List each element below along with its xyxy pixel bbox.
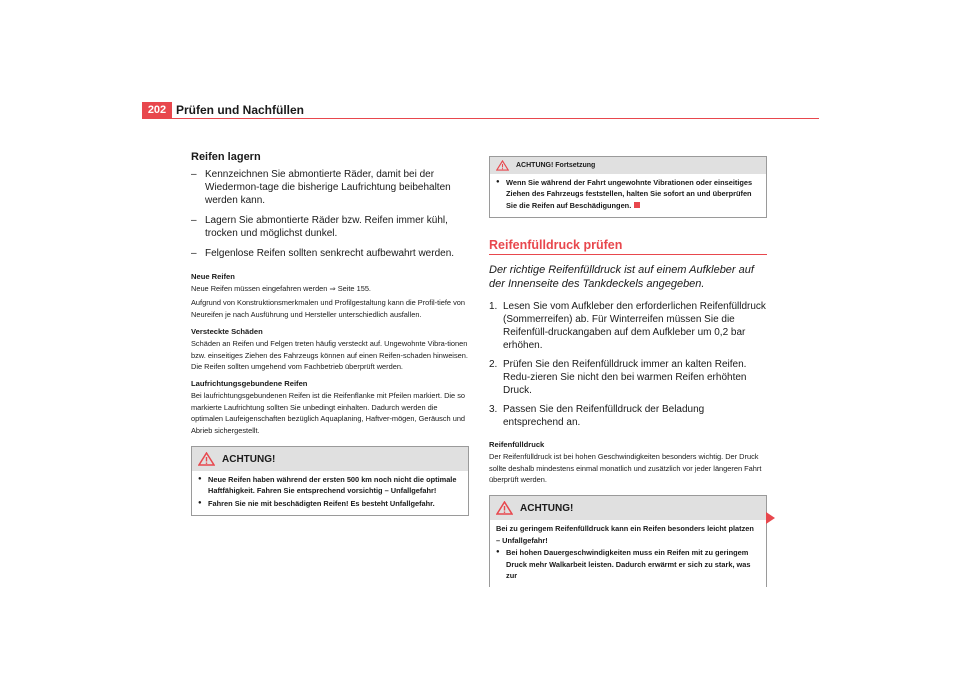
continue-arrow-icon (766, 512, 775, 524)
storage-item: – Felgenlose Reifen sollten senkrecht aufbewahrt werden. (191, 247, 469, 260)
pressure-heading: Reifenfülldruck (489, 440, 545, 450)
step-text: Prüfen Sie den Reifenfülldruck immer an kalten Reifen. Redu-zieren Sie nicht den bei warmen Reifen erhöhten Druck. (503, 359, 747, 397)
new-tyres-heading: Neue Reifen (191, 272, 235, 281)
warning-box (191, 446, 469, 516)
warning-triangle-icon (198, 452, 215, 466)
storage-item: – Lagern Sie abmontierte Räder bzw. Reifen immer kühl, trocken und möglichst dunkel. (191, 214, 469, 240)
continued-warning-title: ACHTUNG! Fortsetzung (516, 162, 596, 169)
step-number: 3. (489, 404, 498, 416)
page-header-title: Prüfen und Nachfüllen (176, 103, 305, 117)
step-item (489, 358, 767, 397)
warning-text: Bei zu geringem Reifenfülldruck kann ein Reifen besonders leicht platzen – Unfallgefahr! (496, 524, 754, 545)
step-number: 1. (489, 301, 498, 313)
warning-triangle-icon (496, 160, 509, 171)
warning-bullet: ● Fahren Sie nie mit beschädigten Reifen! Es besteht Unfallgefahr. (198, 498, 462, 509)
new-tyres-text-2: Aufgrund von Konstruktionsmerkmalen und Profilgestaltung kann die Profil-tiefe von Neureifen je nach Ausführung und Hersteller unterschiedlich ausfallen. (191, 298, 466, 319)
step-text: Passen Sie den Reifenfülldruck der Beladung entsprechend an. (503, 404, 705, 429)
hidden-damage-text: Schäden an Reifen und Felgen treten häufig versteckt auf. Ungewohnte Vibra-tionen bzw. einseitiges Ziehen des Fahrzeugs können auf einen Reifen-schaden hinweisen. Die Reifen sollten umgehend vom Fachbetrieb überprüft werden. (191, 339, 468, 372)
step-number: 2. (489, 359, 498, 371)
storage-item: – Kennzeichnen Sie abmontierte Räder, damit bei der Wiedermon-tage die bisherige Laufrichtung beibehalten werden kann. (191, 168, 469, 207)
new-tyres-text: Neue Reifen müssen eingefahren werden ⇒ Seite 155. (191, 284, 371, 293)
directional-heading: Laufrichtungsgebundene Reifen (191, 379, 308, 389)
warning-header (192, 447, 468, 471)
warning-title: ACHTUNG! (520, 502, 574, 514)
page-number: 202 (142, 102, 172, 118)
continued-warning-box (489, 156, 767, 218)
warning-header (490, 496, 766, 520)
warning-bullet-text: Wenn Sie während der Fahrt ungewohnte Vibrationen oder einseitiges Ziehen des Fahrzeugs feststellen, halten Sie sofort an und überprüfen Sie die Reifen auf Beschädigungen. (506, 178, 753, 210)
storage-heading: Reifen lagern (191, 151, 261, 163)
right-column (489, 156, 767, 587)
end-marker-icon (634, 202, 640, 208)
step-item (489, 300, 767, 352)
header-divider (142, 118, 819, 119)
left-column (191, 150, 469, 516)
continued-warning-header (490, 157, 766, 174)
warning-title: ACHTUNG! (222, 453, 276, 465)
pressure-text: Der Reifenfülldruck ist bei hohen Geschwindigkeiten besonders wichtig. Der Druck sollte deshalb mindestens einmal monatlich und zusätzlich vor jeder längeren Fahrt überprüft werden. (489, 452, 762, 485)
directional-text: Bei laufrichtungsgebundenen Reifen ist die Reifenflanke mit Pfeilen markiert. Die so markierte Laufrichtung sollten Sie unbedingt einhalten. Dadurch werden die optimalen Laufeigenschaften bezüglich Aquaplaning, Haftver-mögen, Geräusch und Abrieb sichergestellt. (191, 391, 466, 435)
warning-bullet: ● Neue Reifen haben während der ersten 500 km noch nicht die optimale Haftfähigkeit. Fahren Sie entsprechend vorsichtig – Unfallgefahr! (198, 474, 462, 497)
pressure-warning-box (489, 495, 767, 587)
warning-bullet (496, 177, 760, 211)
warning-bullet: ● Bei hohen Dauergeschwindigkeiten muss ein Reifen mit zu geringem Druck mehr Walkarbeit leisten. Dadurch erwärmt er sich zu stark, was zur (496, 547, 760, 581)
step-item (489, 403, 767, 429)
warning-triangle-icon (496, 501, 513, 515)
step-text: Lesen Sie vom Aufkleber den erforderlichen Reifenfülldruck (Sommerreifen) ab. Für Winterreifen müssen Sie die Reifenfüll-druckangaben auf dem Aufkleber um 0,2 bar erhöhen. (503, 301, 766, 352)
section-title: Reifenfülldruck prüfen (489, 238, 767, 255)
section-lead: Der richtige Reifenfülldruck ist auf einem Aufkleber auf der Innenseite des Tankdeckels angegeben. (489, 264, 754, 291)
hidden-damage-heading: Versteckte Schäden (191, 327, 263, 337)
